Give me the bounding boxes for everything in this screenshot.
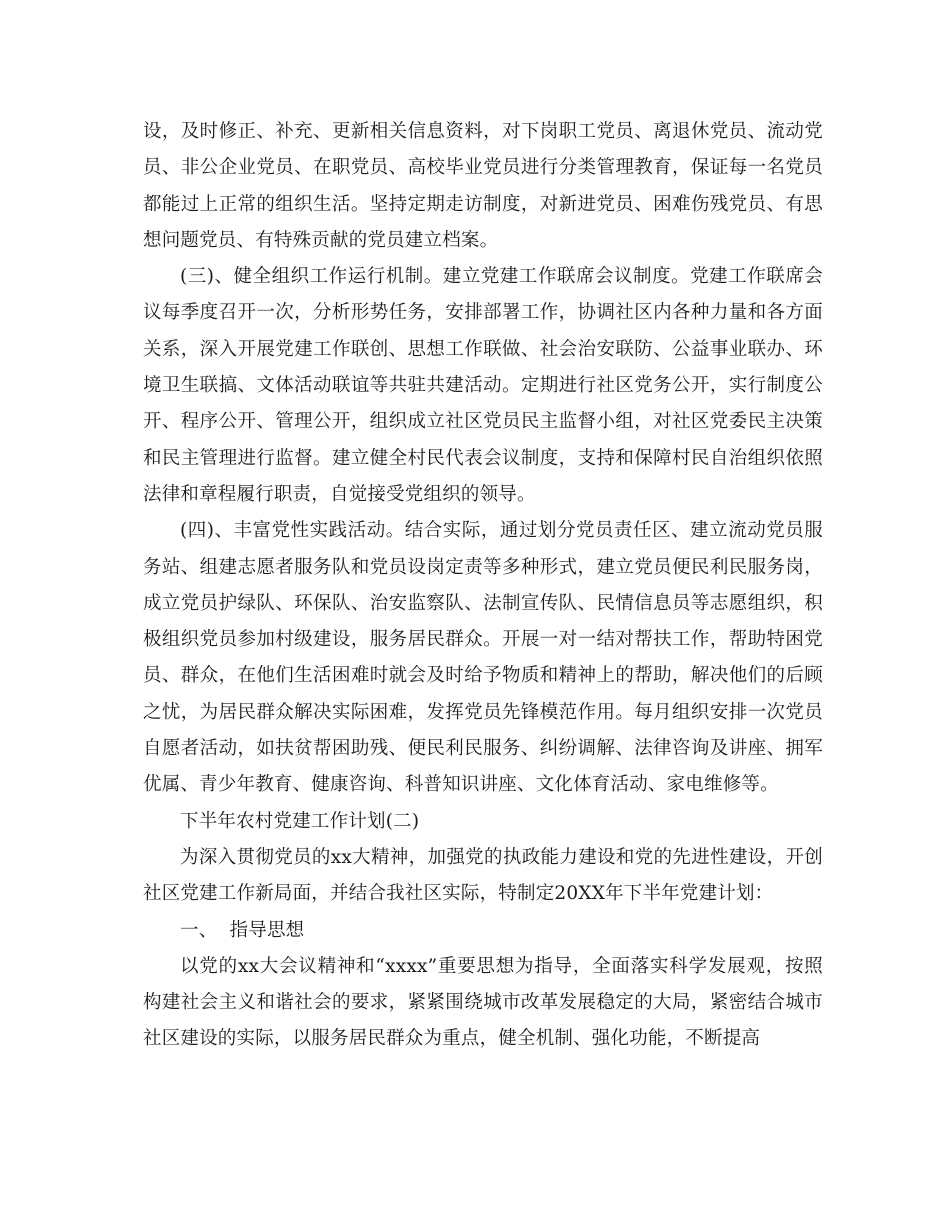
paragraph-plan-intro: 为深入贯彻党员的xx大精神，加强党的执政能力建设和党的先进性建设，开创社区党建工作新局面，并结合我社区实际，特制定20XX年下半年党建计划： xyxy=(143,846,823,905)
paragraph-section-three: (三)、健全组织工作运行机制。建立党建工作联席会议制度。党建工作联席会议每季度召开一次，分析形势任务，安排部署工作，协调社区内各种力量和各方面关系，深入开展党建工作联创、思想工作联做、社会治安联防、公益事业联办、环境卫生联搞、文体活动联谊等共驻共建活动。定期进行社区党务公开，实行制度公开、程序公开、管理公开，组织成立社区党员民主监督小组，对社区党委民主决策和民主管理进行监督。建立健全村民代表会议制度，支持和保障村民自治组织依照法律和章程履行职责，自觉接受党组织的领导。 xyxy=(143,266,823,505)
heading-guiding-ideology: 一、 指导思想 xyxy=(180,919,305,941)
plan-two-title: 下半年农村党建工作计划(二) xyxy=(180,810,420,832)
paragraph-continuation: 设，及时修正、补充、更新相关信息资料，对下岗职工党员、离退休党员、流动党员、非公企业党员、在职党员、高校毕业党员进行分类管理教育，保证每一名党员都能过上正常的组织生活。坚持定期走访制度，对新进党员、困难伤残党员、有思想问题党员、有特殊贡献的党员建立档案。 xyxy=(143,121,823,251)
document-body xyxy=(143,114,823,1058)
paragraph-guiding-ideology: 以党的xx大会议精神和“xxxx”重要思想为指导，全面落实科学发展观，按照构建社会主义和谐社会的要求，紧紧围绕城市改革发展稳定的大局，紧密结合城市社区建设的实际，以服务居民群众为重点，健全机制、强化功能，不断提高 xyxy=(143,955,823,1050)
paragraph-section-four: (四)、丰富党性实践活动。结合实际，通过划分党员责任区、建立流动党员服务站、组建志愿者服务队和党员设岗定责等多种形式，建立党员便民利民服务岗，成立党员护绿队、环保队、治安监察队、法制宣传队、民情信息员等志愿组织，积极组织党员参加村级建设，服务居民群众。开展一对一结对帮扶工作，帮助特困党员、群众，在他们生活困难时就会及时给予物质和精神上的帮助，解决他们的后顾之忧，为居民群众解决实际困难，发挥党员先锋模范作用。每月组织安排一次党员自愿者活动，如扶贫帮困助残、便民利民服务、纠纷调解、法律咨询及讲座、拥军优属、青少年教育、健康咨询、科普知识讲座、文化体育活动、家电维修等。 xyxy=(143,520,823,796)
